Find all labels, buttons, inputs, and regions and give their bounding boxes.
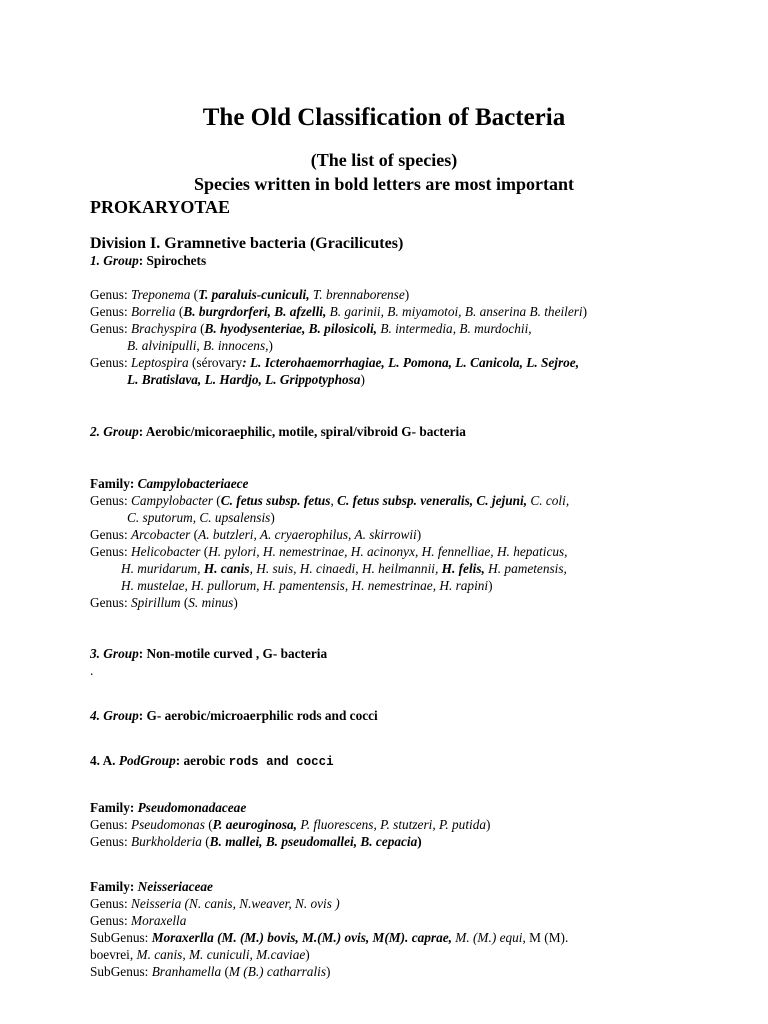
genus-helicobacter-cont-2: H. mustelae, H. pullorum, H. pamentensis, H. nemestrinae, H. rapini) <box>121 578 493 593</box>
genus-helicobacter: Genus: Helicobacter (H. pylori, H. nemestrinae, H. acinonyx, H. fennelliae, H. hepaticus, <box>90 544 568 559</box>
group-2-heading: 2. Group: Aerobic/micoraephilic, motile, spiral/vibroid G- bacteria <box>90 424 466 439</box>
group-3-dot: . <box>90 663 94 678</box>
family-pseudomonadaceae: Family: Pseudomonadaceae <box>90 800 247 815</box>
genus-arcobacter: Genus: Arcobacter (A. butzleri, A. cryaerophilus, A. skirrowii) <box>90 527 422 542</box>
subtitle-species-list: (The list of species) <box>310 150 458 170</box>
group-3-heading: 3. Group: Non-motile curved , G- bacteria <box>90 646 328 661</box>
genus-leptospira: Genus: Leptospira (sérovary: L. Icterohaemorrhagiae, L. Pomona, L. Canicola, L. Sejroe, <box>90 355 580 370</box>
genus-borrelia: Genus: Borrelia (B. burgrdorferi, B. afzelli, B. garinii, B. miyamotoi, B. anserina B. theileri) <box>90 304 588 319</box>
genus-spirillum: Genus: Spirillum (S. minus) <box>90 595 238 610</box>
genus-moraxella: Genus: Moraxella <box>90 913 187 928</box>
group-1-heading: 1. Group: Spirochets <box>90 253 207 268</box>
genus-burkholderia: Genus: Burkholderia (B. mallei, B. pseudomallei, B. cepacia) <box>90 834 422 849</box>
genus-helicobacter-cont-1: H. muridarum, H. canis, H. suis, H. cinaedi, H. heilmannii, H. felis, H. pametensis, <box>121 561 567 576</box>
genus-pseudomonas: Genus: Pseudomonas (P. aeuroginosa, P. fluorescens, P. stutzeri, P. putida) <box>90 817 491 832</box>
species-list <box>90 252 730 980</box>
genus-campylobacter: Genus: Campylobacter (C. fetus subsp. fetus, C. fetus subsp. veneralis, C. jejuni, C. coli, <box>90 493 570 508</box>
kingdom-heading: PROKARYOTAE <box>90 197 231 217</box>
podgroup-4a-heading: 4. A. PodGroup: aerobic rods and cocci <box>90 753 334 769</box>
family-campylobacteriaece: Family: Campylobacteriaece <box>90 476 249 491</box>
genus-leptospira-cont: L. Bratislava, L. Hardjo, L. Grippotyphosa) <box>127 372 365 387</box>
genus-treponema: Genus: Treponema (T. paraluis-cuniculi, T. brennaborense) <box>90 287 410 302</box>
subgenus-moraxerlla-cont: boevrei, M. canis, M. cuniculi, M.caviae) <box>90 947 310 962</box>
genus-campylobacter-cont: C. sputorum, C. upsalensis) <box>127 510 275 525</box>
division-heading: Division I. Gramnetive bacteria (Gracilicutes) <box>90 235 404 252</box>
group-4-heading: 4. Group: G- aerobic/microaerphilic rods and cocci <box>90 708 378 723</box>
genus-neisseria: Genus: Neisseria (N. canis, N.weaver, N. ovis ) <box>90 896 340 911</box>
subtitle-bold-note: Species written in bold letters are most important <box>193 174 575 194</box>
subgenus-moraxerlla: SubGenus: Moraxerlla (M. (M.) bovis, M.(M.) ovis, M(M). caprae, M. (M.) equi, M (M). <box>90 930 569 945</box>
page-title: The Old Classification of Bacteria <box>202 104 566 131</box>
family-neisseriaceae: Family: Neisseriaceae <box>90 879 213 894</box>
genus-brachyspira-cont: B. alvinipulli, B. innocens,) <box>127 338 273 353</box>
subgenus-branhamella: SubGenus: Branhamella (M (B.) catharralis) <box>90 964 331 979</box>
genus-brachyspira: Genus: Brachyspira (B. hyodysenteriae, B. pilosicoli, B. intermedia, B. murdochii, <box>90 321 532 336</box>
